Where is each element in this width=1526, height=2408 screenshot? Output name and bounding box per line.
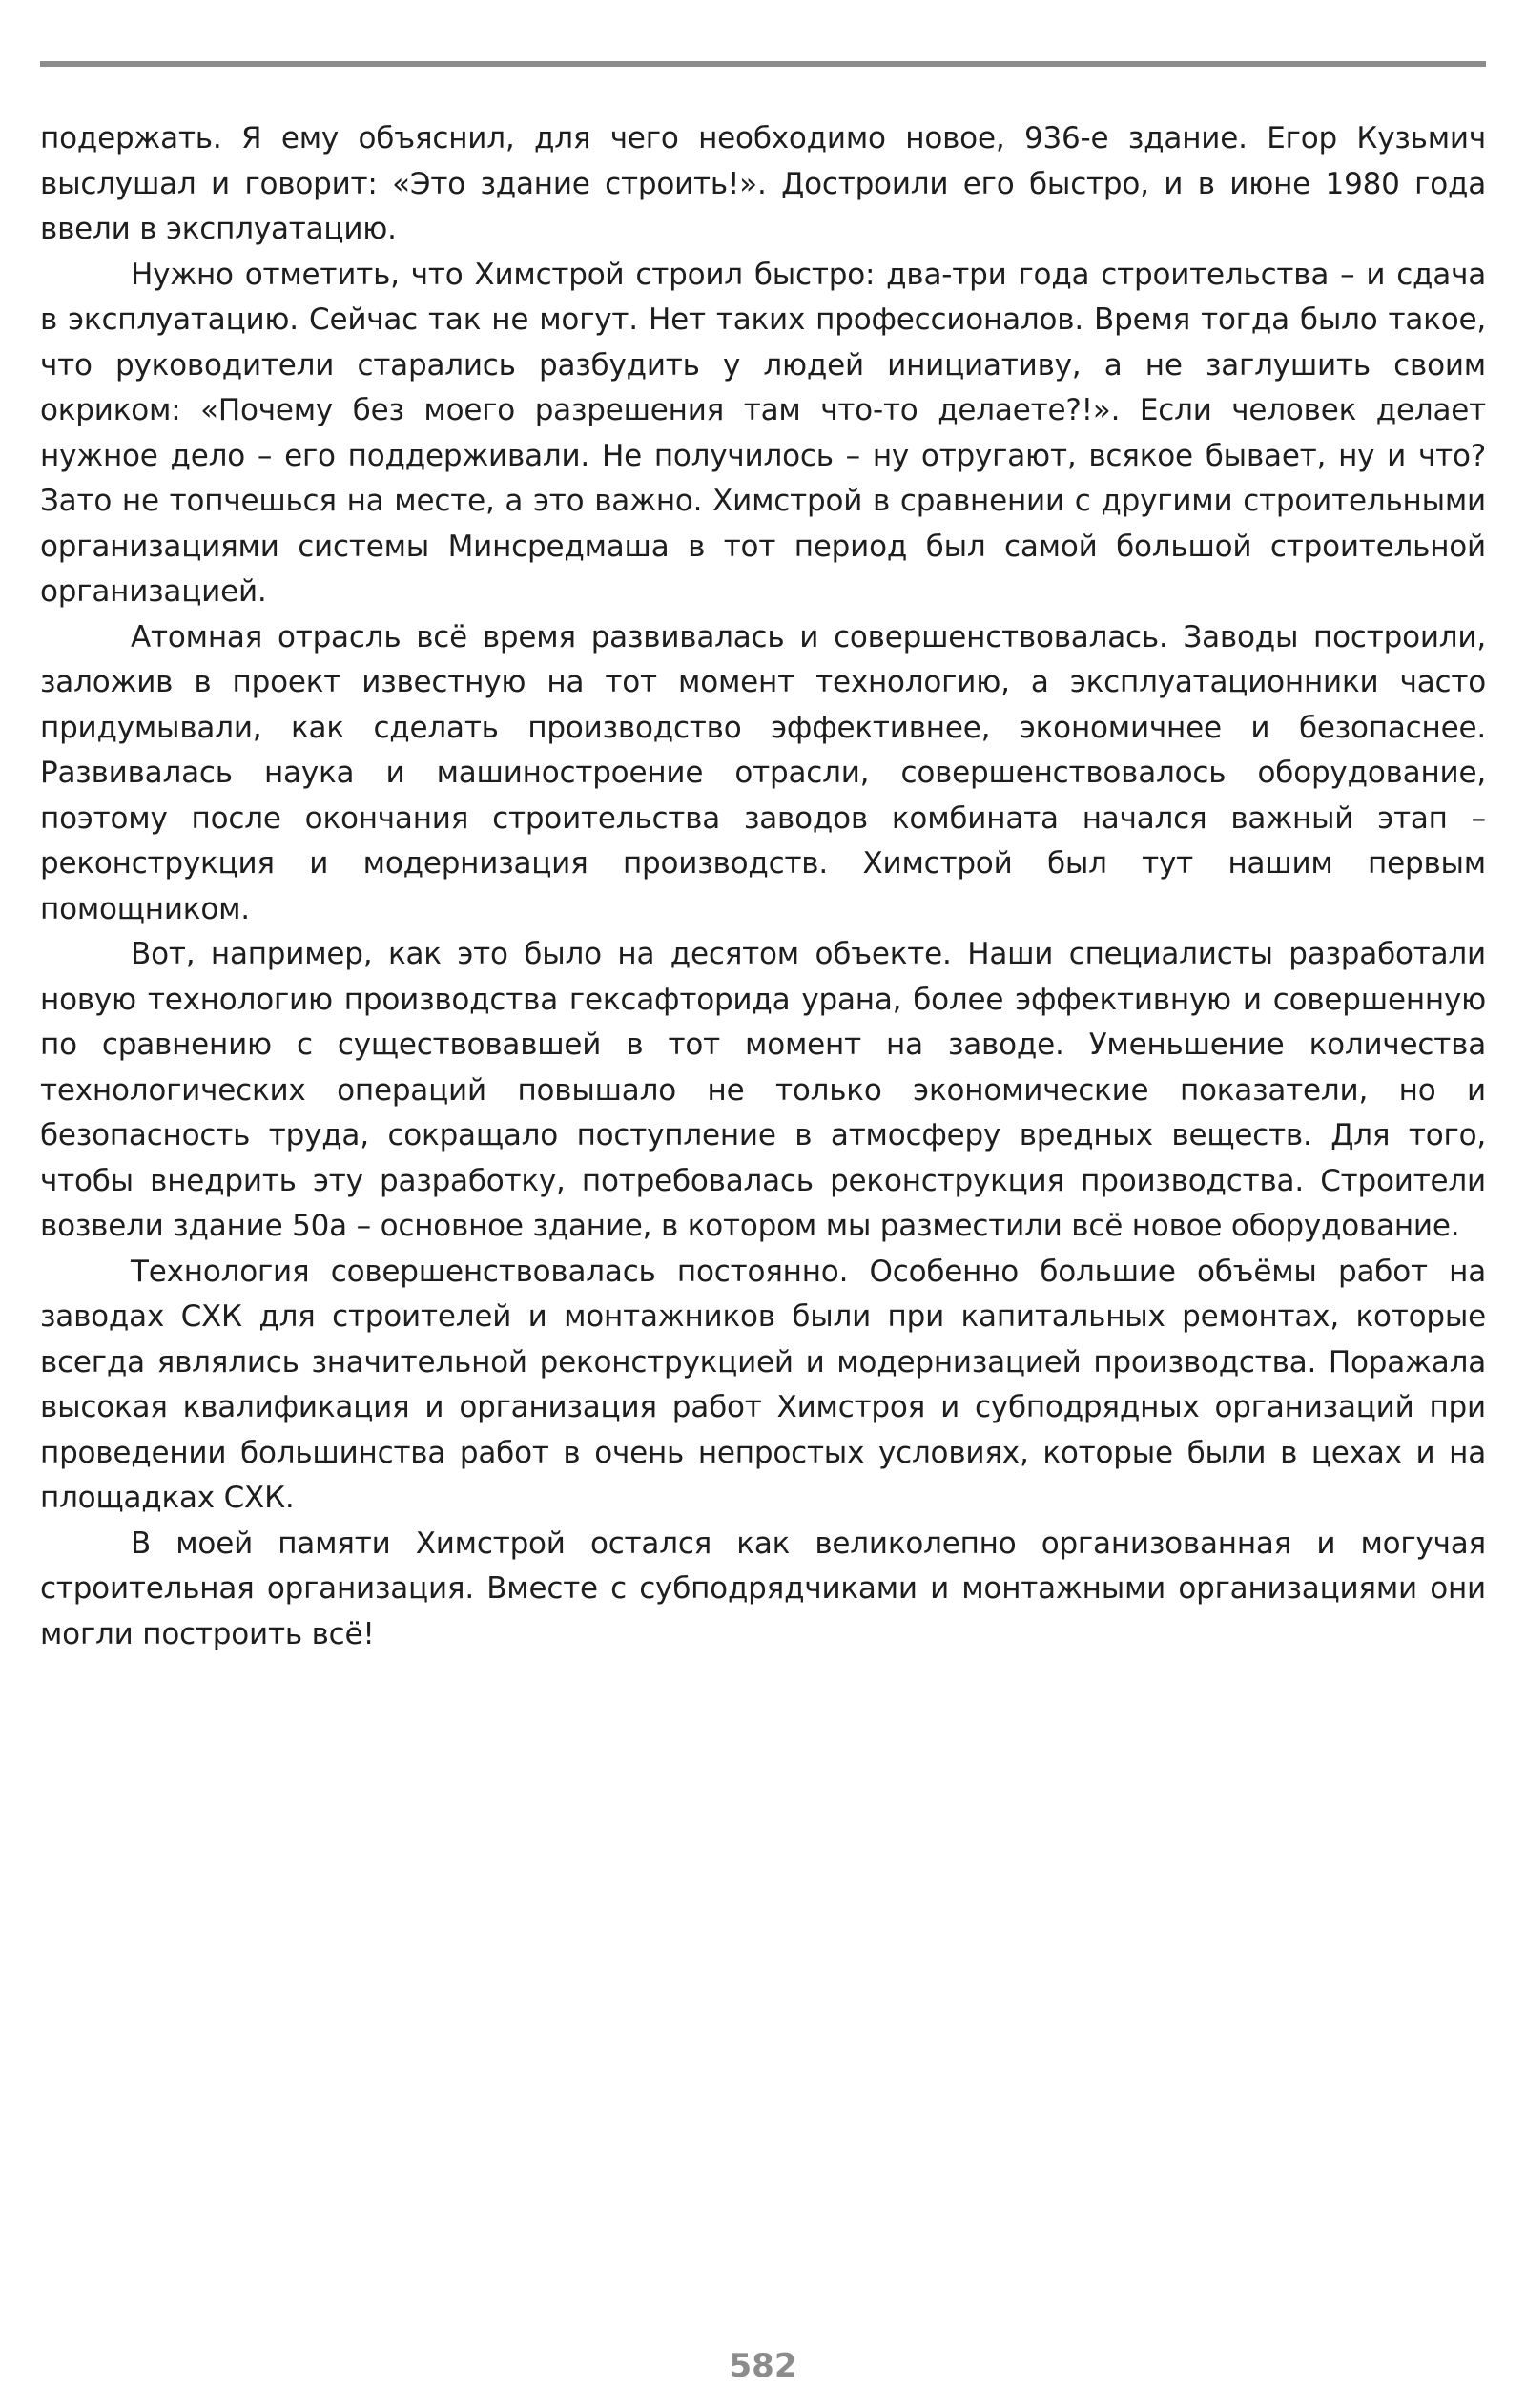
body-text	[40, 116, 1486, 1657]
paragraph: Вот, например, как это было на десятом объекте. Наши специалисты разработали новую технологию производства гексафторида урана, более эффективную и совершенную по сравнению с существовавшей в тот момент на заводе. Уменьшение количества технологических операций повышало не только экономические показатели, но и безопасность труда, сокращало поступление в атмосферу вредных веществ. Для того, чтобы внедрить эту разработку, потребовалась реконструкция производства. Строители возвели здание 50а – основное здание, в котором мы разместили всё новое оборудование.	[40, 937, 1486, 1243]
header-rule	[40, 61, 1486, 67]
paragraph: Технология совершенствовалась постоянно. Особенно большие объёмы работ на заводах СХК для строителей и монтажников были при капитальных ремонтах, которые всегда являлись значительной реконструкцией и модернизацией производства. Поражала высокая квалификация и организация работ Химстроя и субподрядных организаций при проведении большинства работ в очень непростых условиях, которые были в цехах и на площадках СХК.	[40, 1254, 1486, 1515]
page-number: 582	[729, 2347, 797, 2385]
paragraph: Нужно отметить, что Химстрой строил быстро: два-три года строительства – и сдача в эксплуатацию. Сейчас так не могут. Нет таких профессионалов. Время тогда было такое, что руководители старались разбудить у людей инициативу, а не заглушить своим окриком: «Почему без моего разрешения там что-то делаете?!». Если человек делает нужное дело – его поддерживали. Не получилось – ну отругают, всякое бывает, ну и что? Зато не топчешься на месте, а это важно. Химстрой в сравнении с другими строительными организациями системы Минсредмаша в тот период был самой большой строительной организацией.	[40, 257, 1486, 609]
paragraph-continuation: подержать. Я ему объяснил, для чего необходимо новое, 936-е здание. Егор Кузьмич выслушал и говорит: «Это здание строить!». Достроили его быстро, и в июне 1980 года ввели в эксплуатацию.	[40, 121, 1486, 246]
paragraph: Атомная отрасль всё время развивалась и совершенствовалась. Заводы построили, заложив в проект известную на тот момент технологию, а эксплуатационники часто придумывали, как сделать производство эффективнее, экономичнее и безопаснее. Развивалась наука и машиностроение отрасли, совершенствовалось оборудование, поэтому после окончания строительства заводов комбината начался важный этап – реконструкция и модернизация производств. Химстрой был тут нашим первым помощником.	[40, 619, 1486, 926]
paragraph: В моей памяти Химстрой остался как великолепно организованная и могучая строительная организация. Вместе с субподрядчиками и монтажными организациями они могли построить всё!	[40, 1526, 1486, 1651]
